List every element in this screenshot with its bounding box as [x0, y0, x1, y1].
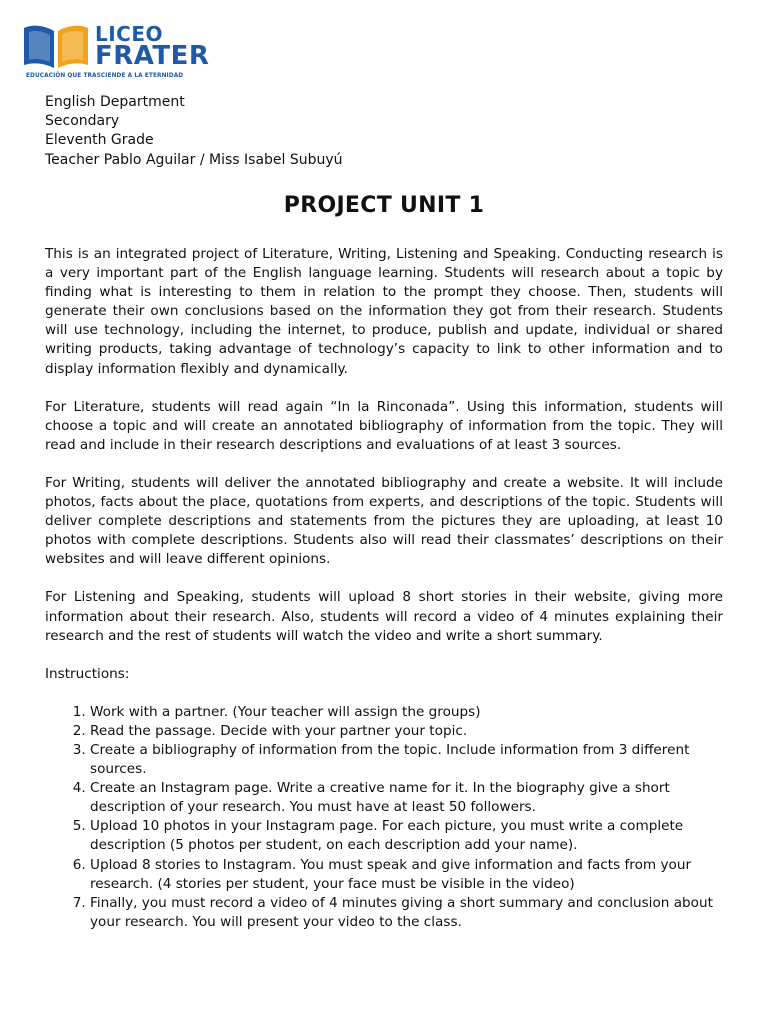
list-item: 3. Create a bibliography of information from the topic. Include information from 3 different sources.	[90, 741, 723, 779]
grade-line: Eleventh Grade	[45, 132, 154, 149]
page-title: PROJECT UNIT 1	[283, 193, 485, 218]
list-item: 6. Upload 8 stories to Instagram. You must speak and give information and facts from your research. (4 stories per student, your face must be visible in the video)	[90, 856, 723, 894]
instructions-list	[45, 703, 723, 932]
document-body	[45, 245, 723, 932]
logo-line-2: FRATER	[95, 41, 210, 71]
open-book-icon	[22, 22, 92, 72]
list-item: 4. Create an Instagram page. Write a creative name for it. In the biography give a short description of your research. You must have at least 50 followers.	[90, 779, 723, 817]
literature-paragraph: For Literature, students will read again “In la Rinconada”. Using this information, students will choose a topic and will create an annotated bibliography of information from the topic. They will read and include in their research descriptions and evaluations of at least 3 sources.	[45, 398, 723, 453]
department-line: English Department	[45, 94, 185, 110]
document-header	[45, 93, 343, 170]
level-line: Secondary	[45, 113, 120, 130]
list-item: 7. Finally, you must record a video of 4 minutes giving a short summary and conclusion about your research. You will present your video to the class.	[90, 894, 723, 932]
intro-paragraph: This is an integrated project of Literature, Writing, Listening and Speaking. Conducting research is a very important part of the English language learning. Students will research about a topic by finding what is interesting to them in relation to the prompt they choose. Then, students will generate their own conclusions based on the information they got from their research. Students will use technology, including the internet, to produce, publish and update, individual or shared writing products, taking advantage of technology’s capacity to link to other information and to display information flexibly and dynamically.	[45, 246, 723, 377]
list-item: 1. Work with a partner. (Your teacher will assign the groups)	[90, 703, 723, 722]
teachers-line: Teacher Pablo Aguilar / Miss Isabel Subuyú	[45, 151, 343, 168]
list-item: 2. Read the passage. Decide with your partner your topic.	[90, 722, 723, 741]
logo-tagline: EDUCACIÓN QUE TRASCIENDE A LA ETERNIDAD	[26, 73, 184, 79]
writing-paragraph: For Writing, students will deliver the annotated bibliography and create a website. It will include photos, facts about the place, quotations from experts, and descriptions of the topic. Students will deliver complete descriptions and statements from the pictures they are uploading, at least 10 photos with complete descriptions. Students also will read their classmates’ descriptions on their websites and will leave different opinions.	[45, 474, 723, 568]
listening-speaking-paragraph: For Listening and Speaking, students will upload 8 short stories in their website, giving more information about their research. Also, students will record a video of 4 minutes explaining their research and the rest of students will watch the video and write a short summary.	[45, 589, 723, 644]
logo-line-1: LICEO	[95, 22, 164, 46]
list-item: 5. Upload 10 photos in your Instagram page. For each picture, you must write a complete description (5 photos per student, on each description add your name).	[90, 817, 723, 855]
school-logo	[22, 20, 210, 84]
instructions-heading: Instructions:	[45, 665, 130, 682]
